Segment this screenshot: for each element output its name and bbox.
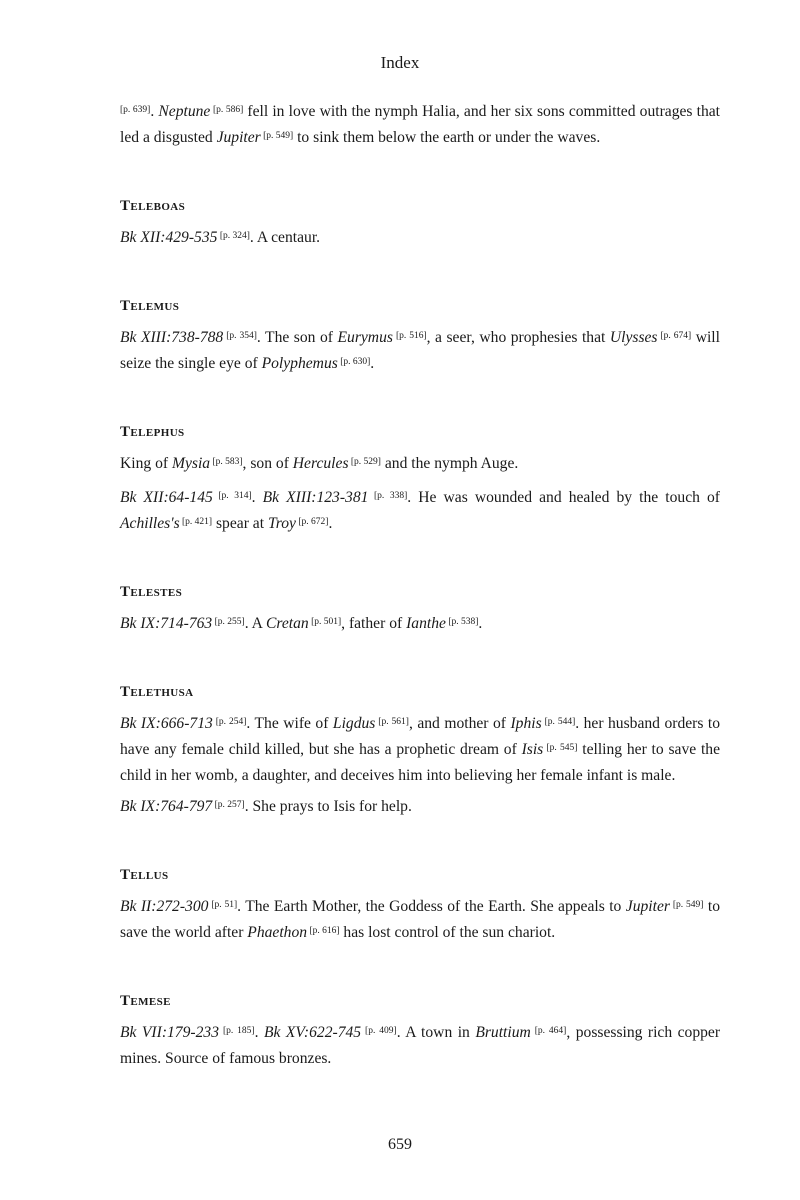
text-run: . [150,103,159,120]
text-run: . He was wounded and healed by the touch of [407,489,720,506]
entry-paragraph [120,1021,720,1070]
index-entry [120,422,720,538]
text-run: , son of [242,455,293,472]
cross-reference-link[interactable]: Neptune [158,103,211,120]
cross-reference-link[interactable]: Ulysses [609,329,658,346]
text-run: . [328,515,333,532]
text-run: . A town in [396,1024,476,1041]
text-run: . A centaur. [249,229,321,246]
text-run: . A [244,615,266,632]
index-entry [120,582,720,638]
index-entry [120,296,720,378]
page-reference-link[interactable]: [p. 583] [210,457,243,467]
index-entry [120,991,720,1070]
page-reference-link[interactable]: [p. 549] [669,900,704,910]
entry-heading: Tellus [120,867,169,883]
page-reference-link[interactable]: [p. 545] [543,743,578,753]
entry-paragraph [120,452,720,478]
page-number: 659 [388,1136,412,1153]
entry-paragraph [120,226,720,252]
running-head: Index [380,53,420,72]
cross-reference-link[interactable]: Bk XIII:123-381 [262,489,369,506]
text-run: . She prays to Isis for help. [244,798,412,815]
text-run: . [478,615,483,632]
cross-reference-link[interactable]: Jupiter [216,129,261,146]
page-reference-link[interactable]: [p. 324] [217,231,250,241]
entry-paragraph [120,795,720,821]
cross-reference-link[interactable]: Bk XV:622-745 [263,1024,362,1041]
text-run: to sink them below the earth or under the waves. [293,129,601,146]
text-run: . The Earth Mother, the Goddess of the Earth. She appeals to [237,898,626,915]
entry-heading: Telestes [120,584,183,600]
page-reference-link[interactable]: [p. 529] [348,457,381,467]
cross-reference-link[interactable]: Iphis [510,715,542,732]
page-reference-link[interactable]: [p. 185] [219,1026,255,1036]
page-reference-link[interactable]: [p. 501] [308,617,342,627]
index-content [120,100,720,1070]
page-reference-link[interactable]: [p. 51] [208,900,238,910]
cross-reference-link[interactable]: Jupiter [625,898,670,915]
cross-reference-link[interactable]: Ligdus [332,715,376,732]
text-run: , father of [341,615,407,632]
entry-paragraph [120,486,720,538]
text-run: . her husband orders to have any female child killed, but she has a prophetic dream of [120,715,721,758]
page-reference-link[interactable]: [p. 314] [212,491,252,501]
text-run: , a seer, who prophesies that [426,329,610,346]
text-run: King of [120,455,172,472]
entry-paragraph [120,895,720,947]
cross-reference-link[interactable]: Bk IX:666-713 [120,715,213,732]
cross-reference-link[interactable]: Phaethon [247,924,308,941]
entry-heading: Teleboas [120,198,186,214]
text-run: spear at [212,515,268,532]
cross-reference-link[interactable]: Troy [267,515,296,532]
index-entry [120,196,720,252]
index-entry [120,100,720,152]
page-reference-link[interactable]: [p. 338] [368,491,408,501]
page-reference-link[interactable]: [p. 674] [657,331,692,341]
cross-reference-link[interactable]: Achilles's [120,515,180,532]
entry-paragraph [120,326,720,378]
page-reference-link[interactable]: [p. 257] [212,800,245,810]
text-run: has lost control of the sun chariot. [339,924,556,941]
cross-reference-link[interactable]: Bk VII:179-233 [120,1024,219,1041]
entry-paragraph [120,612,720,638]
page-reference-link[interactable]: [p. 630] [337,357,371,367]
text-run: . The son of [256,329,338,346]
cross-reference-link[interactable]: Bruttium [475,1024,531,1041]
index-entry [120,682,720,821]
page-reference-link[interactable]: [p. 586] [210,105,244,115]
text-run: . [370,355,375,372]
cross-reference-link[interactable]: Ianthe [406,615,446,632]
cross-reference-link[interactable]: Cretan [265,615,309,632]
entry-heading: Telethusa [120,684,194,700]
cross-reference-link[interactable]: Bk II:272-300 [120,898,209,915]
page-reference-link[interactable]: [p. 639] [120,105,151,115]
page-reference-link[interactable]: [p. 549] [260,131,294,141]
page-reference-link[interactable]: [p. 672] [295,517,329,527]
cross-reference-link[interactable]: Bk XII:429-535 [120,229,218,246]
page-reference-link[interactable]: [p. 561] [375,717,409,727]
page-reference-link[interactable]: [p. 354] [223,331,257,341]
entry-heading: Telephus [120,424,185,440]
text-run: to save the world after [120,898,721,941]
text-run: . [254,1024,264,1041]
page-reference-link[interactable]: [p. 421] [179,517,213,527]
entry-heading: Telemus [120,298,180,314]
index-entry [120,865,720,947]
cross-reference-link[interactable]: Polyphemus [261,355,338,372]
text-run: . [251,489,263,506]
entry-paragraph [120,712,720,787]
text-run: , and mother of [408,715,511,732]
entry-paragraph [120,100,720,152]
page-reference-link[interactable]: [p. 538] [445,617,479,627]
text-run: telling her to save the child in her womb, a daughter, and deceives him into believing her female infant is male. [120,741,720,784]
text-run: . The wife of [246,715,333,732]
cross-reference-link[interactable]: Bk XIII:738-788 [120,329,224,346]
cross-reference-link[interactable]: Eurymus [337,329,393,346]
page-reference-link[interactable]: [p. 616] [307,926,340,936]
page-reference-link[interactable]: [p. 409] [361,1026,397,1036]
cross-reference-link[interactable]: Bk XII:64-145 [120,489,213,506]
page-reference-link[interactable]: [p. 255] [212,617,245,627]
text-run: fell in love with the nymph Halia, and her six sons committed outrages that led a disgusted [120,103,721,146]
text-run: will seize the single eye of [120,329,720,372]
page-reference-link[interactable]: [p. 254] [212,717,247,727]
page-reference-link[interactable]: [p. 516] [392,331,427,341]
text-run: and the nymph Auge. [380,455,519,472]
text-run: , possessing rich copper mines. Source of famous bronzes. [120,1024,721,1067]
cross-reference-link[interactable]: Hercules [292,455,349,472]
cross-reference-link[interactable]: Mysia [171,455,211,472]
cross-reference-link[interactable]: Bk IX:714-763 [120,615,213,632]
entry-heading: Temese [120,993,171,1009]
cross-reference-link[interactable]: Bk IX:764-797 [120,798,213,815]
page-reference-link[interactable]: [p. 464] [530,1026,567,1036]
page-reference-link[interactable]: [p. 544] [541,717,576,727]
cross-reference-link[interactable]: Isis [521,741,544,758]
